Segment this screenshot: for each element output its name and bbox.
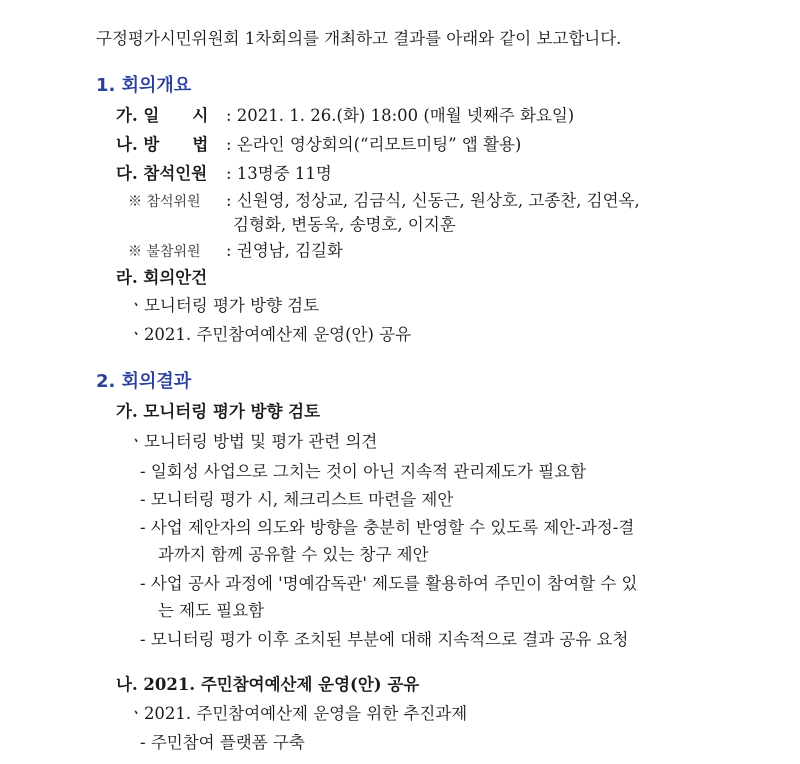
result-a-title: 가. 모니터링 평가 방향 검토 [116, 402, 321, 421]
section-1-title: 1. 회의개요 [96, 75, 192, 96]
opinion-item-continued: 과까지 함께 공유할 수 있는 창구 제안 [158, 545, 429, 564]
meeting-method [116, 133, 521, 157]
absent-value: : 권영남, 김길화 [226, 241, 343, 260]
absent-row [128, 239, 343, 264]
opinion-item: - 사업 제안자의 의도와 방향을 충분히 반영할 수 있도록 제안-과정-결 [140, 518, 635, 537]
agenda-item: ㆍ2021. 주민참여예산제 운영(안) 공유 [128, 325, 412, 344]
datetime-label: 가. 일 시 [116, 106, 209, 125]
attendance [116, 162, 332, 186]
result-a-bullet: ㆍ모니터링 방법 및 평가 관련 의견 [128, 432, 378, 451]
opinion-item: - 사업 공사 과정에 '명예감독관' 제도를 활용하여 주민이 참여할 수 있 [140, 574, 638, 593]
section-2-title: 2. 회의결과 [96, 371, 192, 392]
opinion-item: - 모니터링 평가 이후 조치된 부분에 대해 지속적으로 결과 공유 요청 [140, 630, 629, 649]
agenda-item: ㆍ모니터링 평가 방향 검토 [128, 296, 320, 315]
result-b-bullet: ㆍ2021. 주민참여예산제 운영을 위한 추진과제 [128, 704, 468, 723]
attendance-label: 다. 참석인원 [116, 164, 208, 183]
absent-label: ※ 불참위원 [128, 244, 201, 260]
opinion-item-continued: 는 제도 필요함 [158, 601, 265, 620]
attendees-label: ※ 참석위원 [128, 194, 201, 210]
intro-text: 구정평가시민위원회 1차회의를 개최하고 결과를 아래와 같이 보고합니다. [96, 29, 622, 48]
attendees-line-2: 김형화, 변동욱, 송명호, 이지훈 [233, 215, 456, 234]
agenda-title: 라. 회의안건 [116, 268, 208, 287]
method-value: : 온라인 영상회의(“리모트미팅” 앱 활용) [226, 135, 522, 154]
attendees-line-1: : 신원영, 정상교, 김금식, 신동근, 원상호, 고종찬, 김연옥, [226, 191, 640, 210]
opinion-item: - 일회성 사업으로 그치는 것이 아닌 지속적 관리제도가 필요함 [140, 462, 587, 481]
opinion-item: - 모니터링 평가 시, 체크리스트 마련을 제안 [140, 490, 454, 509]
datetime-value: : 2021. 1. 26.(화) 18:00 (매월 넷째주 화요일) [226, 106, 575, 125]
task-item: - 주민참여 플랫폼 구축 [140, 733, 305, 752]
attendance-value: : 13명중 11명 [226, 164, 332, 183]
result-b-title: 나. 2021. 주민참여예산제 운영(안) 공유 [116, 675, 420, 694]
meeting-datetime [116, 104, 574, 128]
method-label: 나. 방 법 [116, 135, 209, 154]
attendees-row [128, 189, 640, 214]
